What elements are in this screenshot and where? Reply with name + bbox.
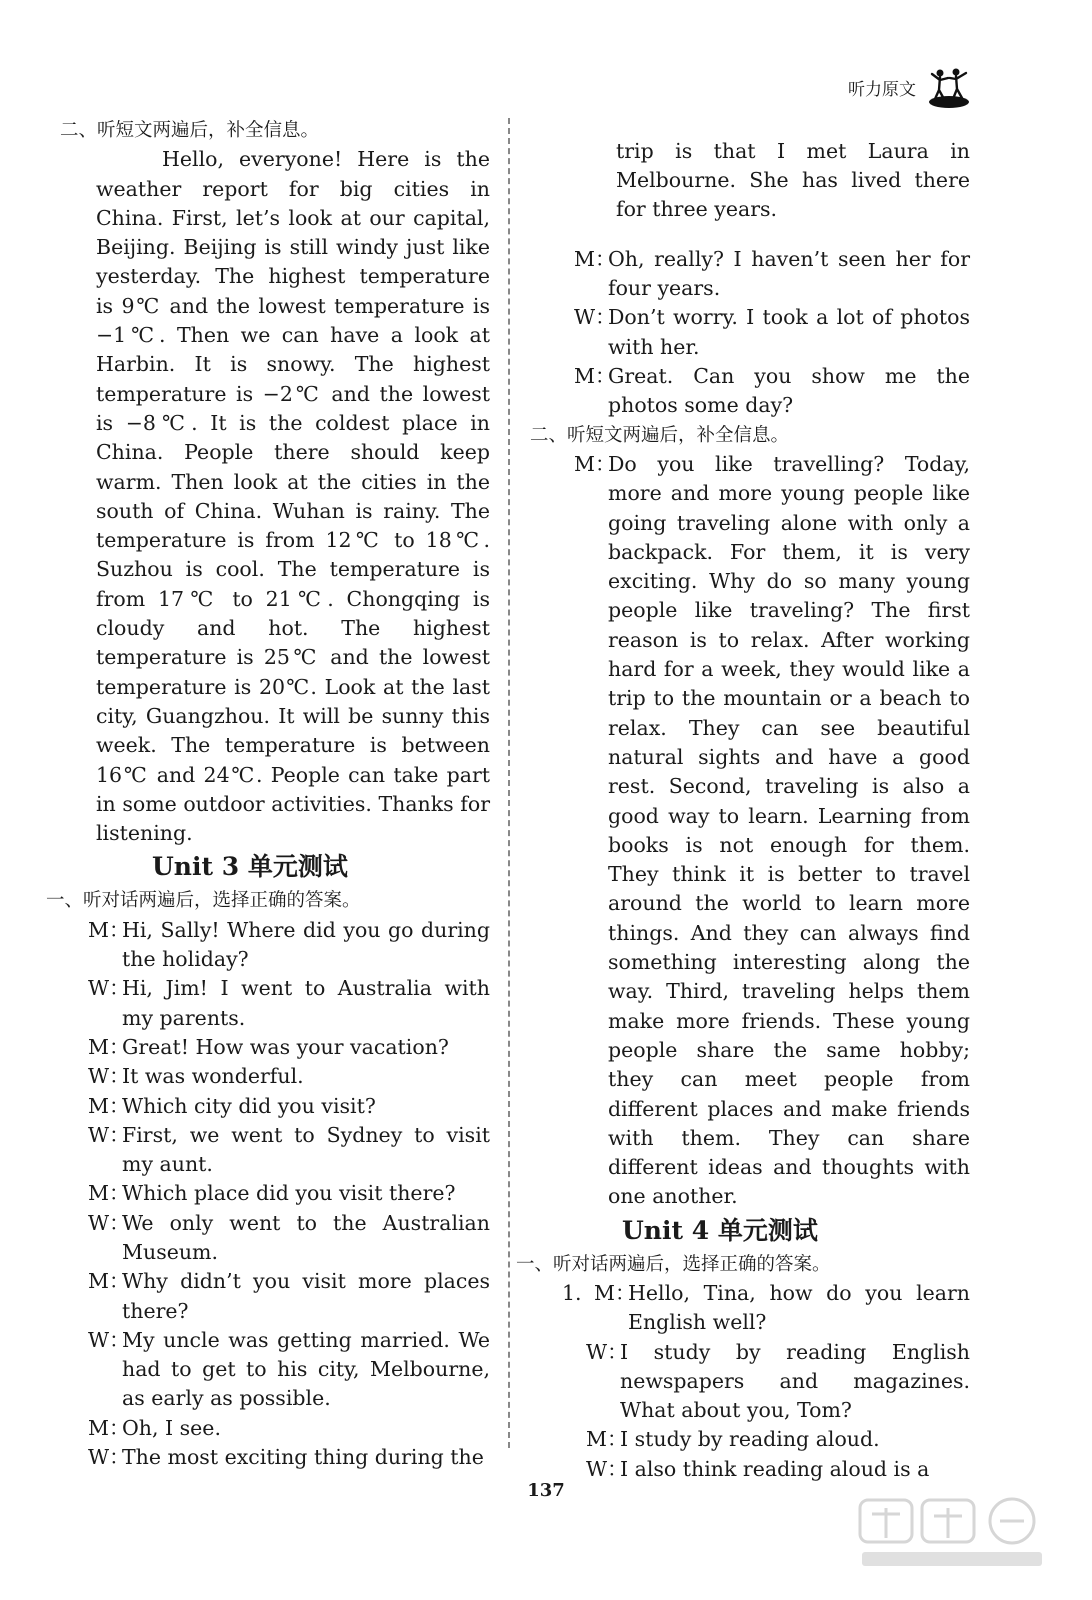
speaker-label: M：: [574, 246, 616, 271]
dialogue-text: I study by reading English newspapers and magazines. What about you, Tom?: [620, 1339, 970, 1423]
speaker-label: M：: [88, 1093, 130, 1118]
speaker-label: M：: [88, 1269, 130, 1294]
dialogue-line: [60, 1092, 490, 1121]
unit-4-title: Unit 4 单元测试: [622, 1215, 818, 1245]
dialogue-text: I also think reading aloud is a: [620, 1456, 930, 1481]
dialogue-line: [60, 1179, 490, 1208]
speaker-label: W：: [88, 1064, 130, 1089]
speaker-label: W：: [88, 1445, 130, 1470]
speaker-label: M：: [88, 1415, 130, 1440]
section-heading: 二、听短文两遍后，补全信息。: [530, 424, 790, 446]
dialogue-line: [60, 1443, 490, 1472]
speaker-label: M：: [88, 1034, 130, 1059]
speaker-label: M：: [88, 1181, 130, 1206]
dialogue-text: Great! How was your vacation?: [122, 1034, 449, 1059]
monologue-text: Do you like travelling? Today, more and more young people like going traveling alone with only a backpack. For them, it is very exciting. Why do so many young people like traveling? The first reason is to relax. After working hard for a week, they would like a trip to the mountain or a beach to relax. They can see beautiful natural sights and have a good rest. Second, traveling is also a good way to learn. Learning from books is not enough for them. They think it is better to travel around the world to learn more things. And they can always find something interesting along the way. Third, traveling helps them make more friends. These young people share the same hobby; they can meet people from different places and make friends with them. They can share different ideas and thoughts with one another.: [608, 451, 970, 1209]
dialogue-text: I study by reading aloud.: [620, 1427, 880, 1452]
right-column: [516, 116, 970, 1484]
page-header: [848, 64, 972, 110]
speaker-label: M：: [594, 1280, 636, 1305]
page-number: 137: [527, 1480, 565, 1501]
dialogue-line: [60, 1033, 490, 1062]
dialogue-text: First, we went to Sydney to visit my aunt.: [122, 1122, 490, 1177]
speaker-label: M：: [574, 451, 616, 476]
dialogue-text: Don’t worry. I took a lot of photos with her.: [608, 305, 970, 359]
speaker-label: M：: [88, 917, 130, 942]
speaker-label: W：: [88, 1122, 130, 1147]
dialogue: [530, 245, 970, 421]
dialogue-continuation: trip is that I met Laura in Melbourne. She has lived there for three years.: [616, 138, 970, 222]
dialogue-line: [530, 1338, 970, 1426]
dialogue-line: [60, 1209, 490, 1268]
dialogue-text: It was wonderful.: [122, 1064, 304, 1089]
dancers-icon: [926, 64, 972, 110]
speaker-label: W：: [88, 976, 130, 1001]
dialogue-line: [530, 303, 970, 362]
question-number: 1.: [562, 1280, 582, 1305]
dialogue-text: Hello, Tina, how do you learn English well?: [628, 1280, 970, 1335]
header-label: 听力原文: [848, 79, 916, 100]
dialogue-text: We only went to the Australian Museum.: [122, 1210, 490, 1264]
monologue: [530, 450, 970, 1212]
unit-3-title: Unit 3 单元测试: [152, 852, 348, 882]
dialogue-line: [60, 1326, 490, 1414]
dialogue-text: My uncle was getting married. We had to get to his city, Melbourne, as early as possible.: [122, 1327, 490, 1411]
left-column: [46, 116, 490, 1472]
dialogue-line: [530, 245, 970, 304]
dialogue-text: Oh, I see.: [122, 1415, 221, 1440]
speaker-label: M：: [574, 364, 616, 389]
dialogue-text: Oh, really? I haven’t seen her for four years.: [608, 246, 970, 301]
dialogue-line: [60, 1267, 490, 1326]
dialogue-line: [530, 1425, 970, 1454]
mxqe-watermark-logo: [852, 1494, 1052, 1574]
dialogue-line: [60, 1121, 490, 1180]
dialogue-line: [60, 916, 490, 975]
weather-report-passage: Hello, everyone! Here is the weather report for big cities in China. First, let’s look at our capital, Beijing. Beijing is still windy just like yesterday. The highest temperature is 9℃ and the lowest temperature is −1℃. Then we can have a look at Harbin. It is snowy. The highest temperature is −2℃ and the lowest is −8℃. It is the coldest place in China. People there should keep warm. Then look at the cities in the south of China. Wuhan is rainy. The temperature is from 12℃ to 18℃. Suzhou is cool. The temperature is from 17℃ to 21℃. Chongqing is cloudy and hot. The highest temperature is 25℃ and the lowest temperature is 20℃. Look at the last city, Guangzhou. It will be sunny this week. The temperature is between 16℃ and 24℃. People can take part in some outdoor activities. Thanks for listening.: [96, 147, 490, 846]
section-heading: 一、听对话两遍后，选择正确的答案。: [46, 890, 361, 912]
dialogue-text: The most exciting thing during the: [122, 1445, 484, 1470]
speaker-label: W：: [574, 305, 616, 330]
section-heading: 一、听对话两遍后，选择正确的答案。: [516, 1253, 831, 1275]
speaker-label: W：: [586, 1339, 628, 1364]
dialogue-text: Great. Can you show me the photos some day?: [608, 364, 970, 418]
dialogue-text: Which place did you visit there?: [122, 1181, 456, 1206]
speaker-label: W：: [88, 1210, 130, 1235]
speaker-label: W：: [586, 1456, 628, 1481]
speaker-label: W：: [88, 1327, 130, 1352]
dialogue-text: Which city did you visit?: [122, 1093, 376, 1118]
dialogue-line: [60, 974, 490, 1033]
dialogue-line: [530, 1279, 970, 1338]
section-heading: 二、听短文两遍后，补全信息。: [60, 120, 320, 141]
question-1: [530, 1279, 970, 1484]
speaker-label: M：: [586, 1427, 628, 1452]
dialogue: [60, 916, 490, 1473]
dialogue-line: [530, 362, 970, 421]
dialogue-line: [60, 1062, 490, 1091]
dialogue-text: Hi, Sally! Where did you go during the holiday?: [122, 917, 490, 972]
dialogue-line: [60, 1414, 490, 1443]
dialogue-text: Why didn’t you visit more places there?: [122, 1269, 490, 1323]
column-divider: [508, 118, 510, 1448]
dialogue-text: Hi, Jim! I went to Australia with my parents.: [122, 976, 490, 1030]
